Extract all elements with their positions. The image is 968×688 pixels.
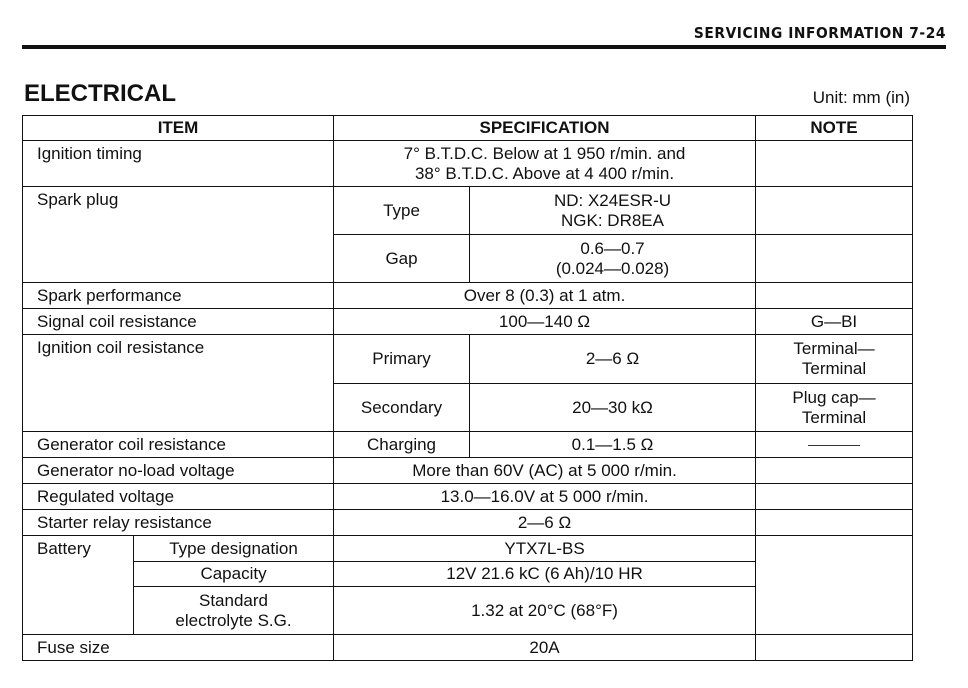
spec-line: 7° B.T.D.C. Below at 1 950 r/min. and xyxy=(403,143,686,163)
label-line: electrolyte S.G. xyxy=(175,610,292,630)
battery-type-label: Type designation xyxy=(134,536,334,562)
note-line: Terminal xyxy=(801,359,867,378)
unit-note: Unit: mm (in) xyxy=(812,88,910,107)
table-row xyxy=(23,458,913,484)
battery-sg-value: 1.32 at 20°C (68°F) xyxy=(334,587,756,635)
table-row xyxy=(23,335,913,384)
ignition-coil-primary-value: 2—6 Ω xyxy=(470,335,756,384)
generator-coil-charging-label: Charging xyxy=(334,432,470,458)
table-row xyxy=(23,510,913,536)
battery-capacity-label: Capacity xyxy=(134,562,334,587)
note-line: Terminal xyxy=(801,407,867,427)
note-ignition-coil-secondary xyxy=(756,384,913,432)
item-ignition-coil: Ignition coil resistance xyxy=(23,335,334,432)
note-battery xyxy=(756,536,913,635)
note-spark-performance xyxy=(756,283,913,309)
item-battery: Battery xyxy=(23,536,134,635)
table-row xyxy=(23,432,913,458)
spec-regulated-voltage: 13.0—16.0V at 5 000 r/min. xyxy=(334,484,756,510)
item-spark-performance: Spark performance xyxy=(23,283,334,309)
header-item: ITEM xyxy=(23,116,334,141)
spark-plug-type-value xyxy=(470,187,756,235)
item-generator-noload: Generator no-load voltage xyxy=(23,458,334,484)
note-signal-coil: G—BI xyxy=(756,309,913,335)
electrical-spec-table xyxy=(22,115,913,661)
ignition-coil-secondary-label: Secondary xyxy=(334,384,470,432)
spec-signal-coil: 100—140 Ω xyxy=(334,309,756,335)
dash-mark xyxy=(808,445,860,446)
spec-spark-performance: Over 8 (0.3) at 1 atm. xyxy=(334,283,756,309)
running-head: SERVICING INFORMATION 7-24 xyxy=(693,24,946,42)
spark-plug-type-label: Type xyxy=(334,187,470,235)
item-fuse-size: Fuse size xyxy=(23,635,334,661)
table-row xyxy=(23,283,913,309)
battery-capacity-value: 12V 21.6 kC (6 Ah)/10 HR xyxy=(334,562,756,587)
spec-generator-noload: More than 60V (AC) at 5 000 r/min. xyxy=(334,458,756,484)
battery-sg-label xyxy=(134,587,334,635)
note-regulated-voltage xyxy=(756,484,913,510)
table-row xyxy=(23,187,913,235)
header-specification: SPECIFICATION xyxy=(334,116,756,141)
table-row xyxy=(23,141,913,187)
spec-line: (0.024—0.028) xyxy=(555,258,670,278)
battery-type-value: YTX7L-BS xyxy=(334,536,756,562)
table-header-row xyxy=(23,116,913,141)
note-generator-coil xyxy=(756,432,913,458)
item-regulated-voltage: Regulated voltage xyxy=(23,484,334,510)
note-starter-relay xyxy=(756,510,913,536)
ignition-coil-primary-label: Primary xyxy=(334,335,470,384)
note-spark-plug-gap xyxy=(756,235,913,283)
table-row xyxy=(23,309,913,335)
spec-fuse-size: 20A xyxy=(334,635,756,661)
note-fuse-size xyxy=(756,635,913,661)
header-note: NOTE xyxy=(756,116,913,141)
spark-plug-gap-value xyxy=(470,235,756,283)
item-ignition-timing: Ignition timing xyxy=(23,141,334,187)
note-line: Plug cap— xyxy=(792,387,876,407)
spec-starter-relay: 2—6 Ω xyxy=(334,510,756,536)
spec-generator-coil: 0.1—1.5 Ω xyxy=(470,432,756,458)
note-spark-plug-type xyxy=(756,187,913,235)
table-row xyxy=(23,536,913,562)
note-line: Terminal— xyxy=(793,339,875,358)
ignition-coil-secondary-value: 20—30 kΩ xyxy=(470,384,756,432)
spec-line: ND: X24ESR-U xyxy=(553,190,672,210)
section-title: ELECTRICAL xyxy=(24,80,176,107)
note-ignition-coil-primary xyxy=(756,335,913,384)
item-signal-coil: Signal coil resistance xyxy=(23,309,334,335)
note-ignition-timing xyxy=(756,141,913,187)
spec-ignition-timing xyxy=(334,141,756,187)
spec-line: NGK: DR8EA xyxy=(561,210,664,230)
spec-line: 38° B.T.D.C. Above at 4 400 r/min. xyxy=(414,163,675,183)
item-starter-relay: Starter relay resistance xyxy=(23,510,334,536)
table-row xyxy=(23,635,913,661)
note-generator-noload xyxy=(756,458,913,484)
table-row xyxy=(23,484,913,510)
spark-plug-gap-label: Gap xyxy=(334,235,470,283)
spec-line: 0.6—0.7 xyxy=(580,238,645,258)
item-spark-plug: Spark plug xyxy=(23,187,334,283)
item-generator-coil: Generator coil resistance xyxy=(23,432,334,458)
header-rule xyxy=(22,45,946,49)
label-line: Standard xyxy=(199,590,268,610)
